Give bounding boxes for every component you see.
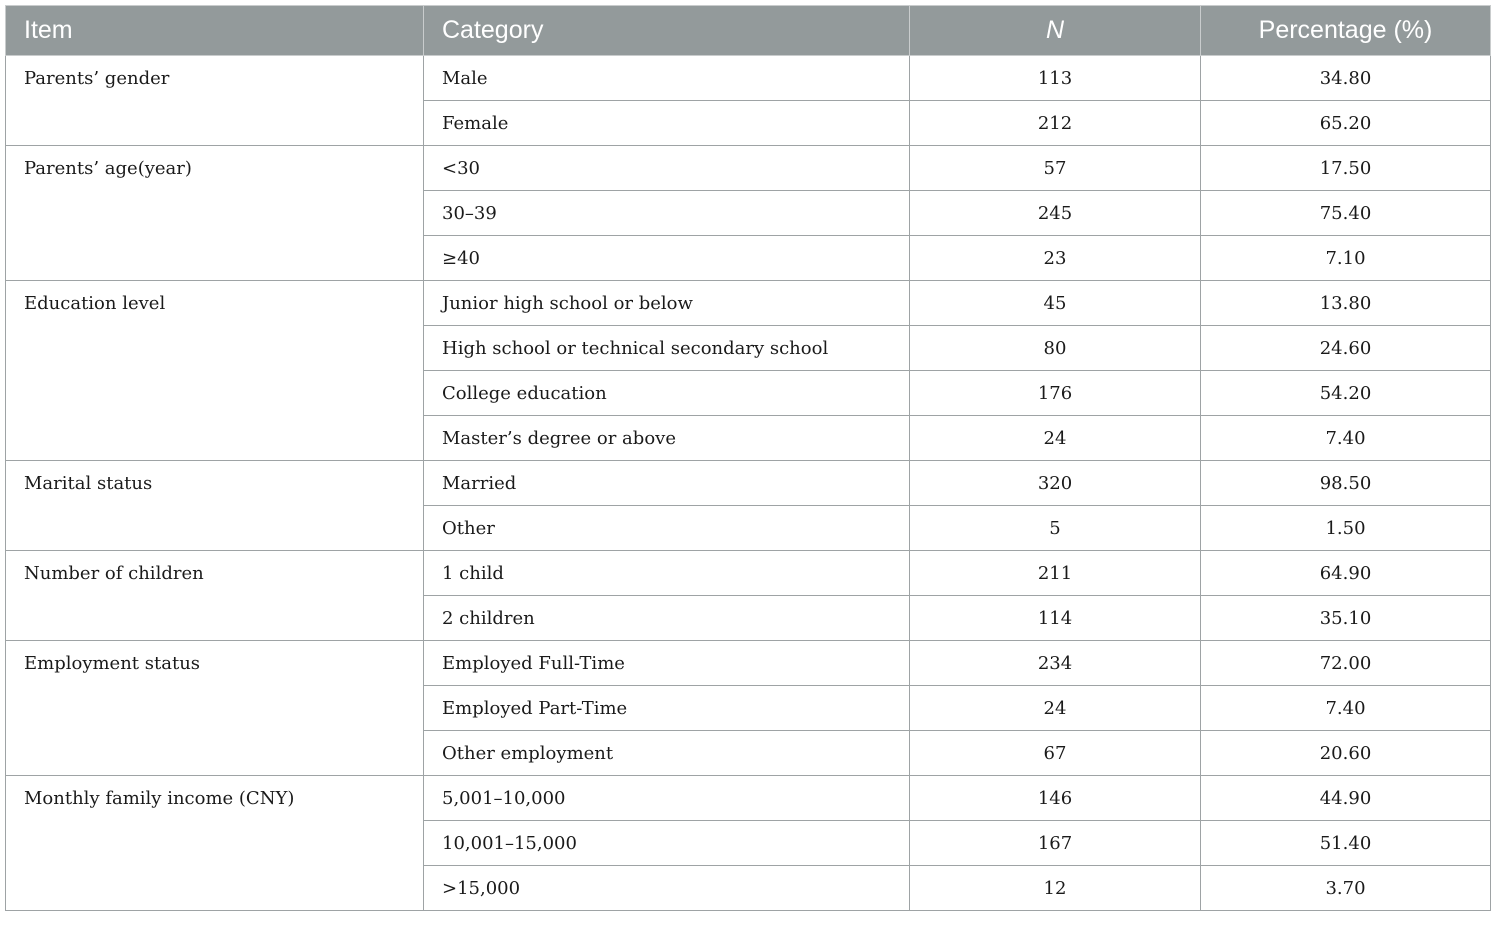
n-cell: 5 — [910, 506, 1201, 551]
category-cell: Married — [424, 461, 910, 506]
item-cell: Monthly family income (CNY) — [6, 776, 424, 911]
table-row — [6, 641, 1491, 686]
header-item: Item — [6, 6, 424, 56]
category-cell: Male — [424, 56, 910, 101]
percentage-cell: 1.50 — [1201, 506, 1491, 551]
category-cell: Master’s degree or above — [424, 416, 910, 461]
n-cell: 113 — [910, 56, 1201, 101]
percentage-cell: 13.80 — [1201, 281, 1491, 326]
category-cell: ≥40 — [424, 236, 910, 281]
item-cell: Parents’ age(year) — [6, 146, 424, 281]
percentage-cell: 64.90 — [1201, 551, 1491, 596]
percentage-cell: 7.10 — [1201, 236, 1491, 281]
header-percentage: Percentage (%) — [1201, 6, 1491, 56]
percentage-cell: 7.40 — [1201, 416, 1491, 461]
category-cell: 1 child — [424, 551, 910, 596]
n-cell: 67 — [910, 731, 1201, 776]
item-cell: Employment status — [6, 641, 424, 776]
category-cell: Junior high school or below — [424, 281, 910, 326]
table-row — [6, 146, 1491, 191]
n-cell: 146 — [910, 776, 1201, 821]
category-cell: 5,001–10,000 — [424, 776, 910, 821]
category-cell: 2 children — [424, 596, 910, 641]
category-cell: Employed Part-Time — [424, 686, 910, 731]
n-cell: 114 — [910, 596, 1201, 641]
n-cell: 234 — [910, 641, 1201, 686]
item-cell: Marital status — [6, 461, 424, 551]
percentage-cell: 54.20 — [1201, 371, 1491, 416]
category-cell: College education — [424, 371, 910, 416]
n-cell: 176 — [910, 371, 1201, 416]
item-cell: Education level — [6, 281, 424, 461]
percentage-cell: 3.70 — [1201, 866, 1491, 911]
n-cell: 24 — [910, 416, 1201, 461]
percentage-cell: 7.40 — [1201, 686, 1491, 731]
n-cell: 57 — [910, 146, 1201, 191]
percentage-cell: 51.40 — [1201, 821, 1491, 866]
percentage-cell: 44.90 — [1201, 776, 1491, 821]
n-cell: 45 — [910, 281, 1201, 326]
table-row — [6, 551, 1491, 596]
n-cell: 320 — [910, 461, 1201, 506]
table-row — [6, 56, 1491, 101]
n-cell: 24 — [910, 686, 1201, 731]
n-cell: 245 — [910, 191, 1201, 236]
n-cell: 211 — [910, 551, 1201, 596]
category-cell: 10,001–15,000 — [424, 821, 910, 866]
category-cell: Other — [424, 506, 910, 551]
header-n: N — [910, 6, 1201, 56]
n-cell: 12 — [910, 866, 1201, 911]
category-cell: Female — [424, 101, 910, 146]
percentage-cell: 98.50 — [1201, 461, 1491, 506]
category-cell: 30–39 — [424, 191, 910, 236]
table-row — [6, 776, 1491, 821]
percentage-cell: 24.60 — [1201, 326, 1491, 371]
category-cell: Employed Full-Time — [424, 641, 910, 686]
category-cell: >15,000 — [424, 866, 910, 911]
percentage-cell: 75.40 — [1201, 191, 1491, 236]
category-cell: <30 — [424, 146, 910, 191]
percentage-cell: 65.20 — [1201, 101, 1491, 146]
table-header — [6, 6, 1491, 56]
percentage-cell: 72.00 — [1201, 641, 1491, 686]
percentage-cell: 35.10 — [1201, 596, 1491, 641]
header-category: Category — [424, 6, 910, 56]
item-cell: Parents’ gender — [6, 56, 424, 146]
demographics-table — [5, 5, 1491, 911]
table-row — [6, 281, 1491, 326]
n-cell: 167 — [910, 821, 1201, 866]
percentage-cell: 34.80 — [1201, 56, 1491, 101]
category-cell: High school or technical secondary school — [424, 326, 910, 371]
item-cell: Number of children — [6, 551, 424, 641]
percentage-cell: 17.50 — [1201, 146, 1491, 191]
header-row — [6, 6, 1491, 56]
table-row — [6, 461, 1491, 506]
category-cell: Other employment — [424, 731, 910, 776]
n-cell: 23 — [910, 236, 1201, 281]
table-body — [6, 56, 1491, 911]
n-cell: 80 — [910, 326, 1201, 371]
n-cell: 212 — [910, 101, 1201, 146]
percentage-cell: 20.60 — [1201, 731, 1491, 776]
